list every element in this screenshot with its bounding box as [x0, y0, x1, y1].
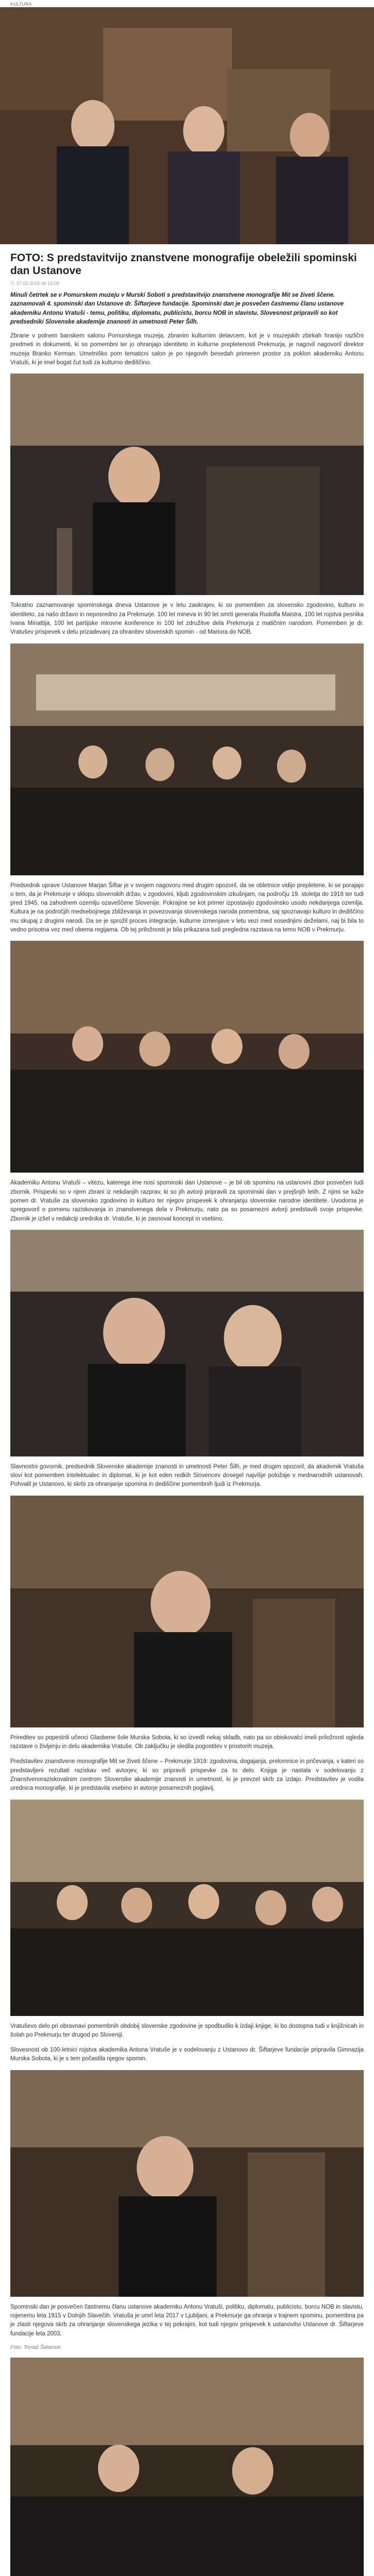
- article-paragraph-4: Akademiku Antonu Vratuši – vitezu, katerega ime nosi spominski dan Ustanove – je bil ob spominu na ustanovni zbor posvečen tudi zbornik. Prispevki so v njem zbrani iz nekdanjih razprav, ki so jih avtorji pripravili za spominski dan v prejšnjih letih. Z njimi se kaže pomen dr. Vratuše za slovensko zgodovino in kulturo ter njegov prispevek k ohranjanju slovenske narodne identitete. Uvodoma je spregovoril o pomenu raziskovanja in znanstvenega dela v Prekmurju, nato pa so posamezni avtorji predstavili svoje prispevke. Zbornik je izšel v redakciji urednika dr. Vratuše, ki je zasnoval koncept in vsebino.: [10, 1180, 364, 1222]
- article-photo-2-image: [10, 643, 364, 875]
- article-paragraph-6: Prireditev so popestrili učenci Glasbene šole Murska Sobota, ki so izvedli nekaj skladb, nato pa so obiskovalci imeli priložnost ogleda razstave o življenju in delu akademika Vratuše. Ob zaključku je sledila pogostitev v prostorih muzeja.: [10, 1734, 364, 1750]
- article-paragraph-9: Slovesnost ob 100-letnici rojstva akademika Antona Vratuše je v sodelovanju z Ustanovo dr. Šiftarjeve fundacije pripravila Gimnazija Murska Sobota, ki je s tem počastila njegov spomin.: [10, 2047, 364, 2062]
- article-photo-8-image: [10, 2358, 364, 2576]
- article-date: 27.02.2018 ob 13:08: [16, 280, 59, 286]
- article-meta: [10, 280, 364, 286]
- article-photo-3-image: [10, 941, 364, 1173]
- article-photo-3: [10, 941, 364, 1173]
- article-paragraph-10: Spominski dan je posvečen častnemu članu ustanove akademiku Antonu Vratuši, politiku, diplomatu, publicistu, borcu NOB in slavistu, rojenemu leta 1915 v Dolnjih Slavečih. Vratuša je umrl leta 2017 v Ljubljani, a Prekmurje ga ohranja v trajnem spominu, pomembna pa je zlasti njegova skrb za ohranjanje slovenskega jezika v tej pokrajini, kot tudi njegov prispevek k ustanovitvi Ustanove dr. Šiftarjeve fundacije leta 2003.: [10, 2303, 364, 2337]
- article-paragraph-1: Zbrane v polnem banskem salonu Pomurskega muzeja, zbranim kulturnim delavcem, kot je v muzejskih zbirkah hranijo različni predmeti in dokumenti, ki so pomembni ter jo ohranjajo identiteto in kulturne prepletenosti Prekmurja, je nagovil nagovoril direktor muzeja Branko Kerman. Umetniško pom tematicni salon je po njegovih besedah primeren prostor za poklon akademiku Antonu Vratuši, ki je imel bogat čut tudi za kulturno dediščino.: [10, 333, 364, 366]
- clock-icon: ◷: [10, 280, 14, 285]
- article-photo-1-image: [10, 374, 364, 595]
- article-photo-1: [10, 374, 364, 595]
- article-photo-4: [10, 1230, 364, 1456]
- hero-photo-image: [0, 7, 374, 244]
- article-photo-6-image: [10, 1800, 364, 2016]
- article-title: FOTO: S predstavitvijo znanstvene monografije obeležili spominski dan Ustanove: [10, 252, 357, 277]
- hero-photo: [0, 7, 374, 244]
- article-paragraph-3: Predsednik uprave Ustanove Marjan Šiftar je v svojem nagovoru med drugim opozoril, da se obletnice vidijo prepletene, ki se porajajo o tem, da je Prekmurje v sklopu slovenskih držav, v zgodovini, kljub zgodovinskim izkušnjam, na področju 19. stoletja do 1918 ter tudi pred 1945, na zahodnem ozemlju ozaveščene Slovenije. Pokrajine se kot primer izpostavijo zgodovinsko usodo nekdanjega ozemlja. Kultura je na področjih medsebojnega zbliževanja in povezovanja slovenskega naroda pomembna, saj spoznavajo kulturo in dediščino mu skupaj z drugimi narodi. Da se je sprožil proces integracije, kulturne izmenjave v letu vezi med sosednjimi deželami, naj bi bila to vedno prisotna vez med obema regijama. Ob tej priložnosti je bila prikazana tudi pregledna razstava na temo NOB v Prekmurju.: [10, 882, 364, 934]
- article-photo-7: [10, 2070, 364, 2297]
- section-label: KULTURA: [0, 0, 374, 7]
- article-photo-2: [10, 643, 364, 875]
- article-paragraph-8: Vratuševo delo pri obravnavi pomembnih obdobij slovenske zgodovine je spodbudilo k izdaji knjige, ki bo dostopna tudi v knjižnicah in šolah po Prekmurju ter drugod po Sloveniji.: [10, 2023, 364, 2038]
- article-photo-5: [10, 1496, 364, 1727]
- article-lead: Minuli četrtek se v Pomurskem muzeju v Murski Soboti s predstavitvijo znanstvene monografije Mit se živeti ščene. zaznamovali 4. spominski dan Ustanove dr. Šiftarjeve fundacije. Spominski dan je posvečen častnemu članu ustanove akademiku Antonu Vratuši - temu, politiku, diplomatu, publicistu, borcu NOB in slavistu. Slovesnost pripravili so kot predsedniki Slovenske akademije znanosti in umetnosti Peter Šilh.: [10, 292, 344, 325]
- article-photo-7-image: [10, 2070, 364, 2297]
- article-photo-8: [10, 2358, 364, 2576]
- photo-credit: Foto: Tomaž Šalamun: [10, 2344, 61, 2350]
- article-photo-5-image: [10, 1496, 364, 1727]
- article-paragraph-7: Predstavitev znanstvene monografije Mit se živeti ščene – Prekmurje 1919: zgodovina, dogajanja, prelomnice in pričevanja, v kateri so predstavljeni rezultati raziskav več avtorjev, ki so pripravili prispevke za to delo. Knjiga je nastala v sodelovanju z Znanstvenoraziskovalnim centrom Slovenske akademije znanosti in umetnosti, ki je prevzel skrb za izdajo. Predstavitev je vodila urednica monografije, ki je predstavila vsebino in avtorje posameznih poglavij.: [10, 1758, 364, 1792]
- article-paragraph-5: Slavnostni govornik, predsednik Slovenske akademije znanosti in umetnosti Peter Šilh, je med drugim opozoril, da akademik Vratuša slovi kot pomemben intelektualec in diplomat, ki je kot eden redkih Slovencev dosegel najvišje položaje v mednarodnih ustanovah. Pohvalil je Ustanovo, ki skrbi za ohranjanje spomina in dediščine pomembnih ljudi iz Prekmurja.: [10, 1463, 364, 1488]
- article-paragraph-2: Tokratno zaznamovanje spominskega dneva Ustanove je v letu zaokrajev, ki so pomemben za slovensko zgodovino, kulturo in identiteto, za našo državo in neposredno za Prekmurje. 100 let mineva in 90 let smrti generala Rudolfa Maistra, 100 let rojstva pesnika Ivana Minattija, 100 let partijske mirovne konference in 100 let združitve dela Prekmurja z matičnim narodom. Pomemben je dr. Vratušev prispevek v delu prizadevanj za ohranitev slovenskih spomin - od Mariora do NOB.: [10, 602, 364, 636]
- article-photo-4-image: [10, 1230, 364, 1456]
- article-photo-6: [10, 1800, 364, 2016]
